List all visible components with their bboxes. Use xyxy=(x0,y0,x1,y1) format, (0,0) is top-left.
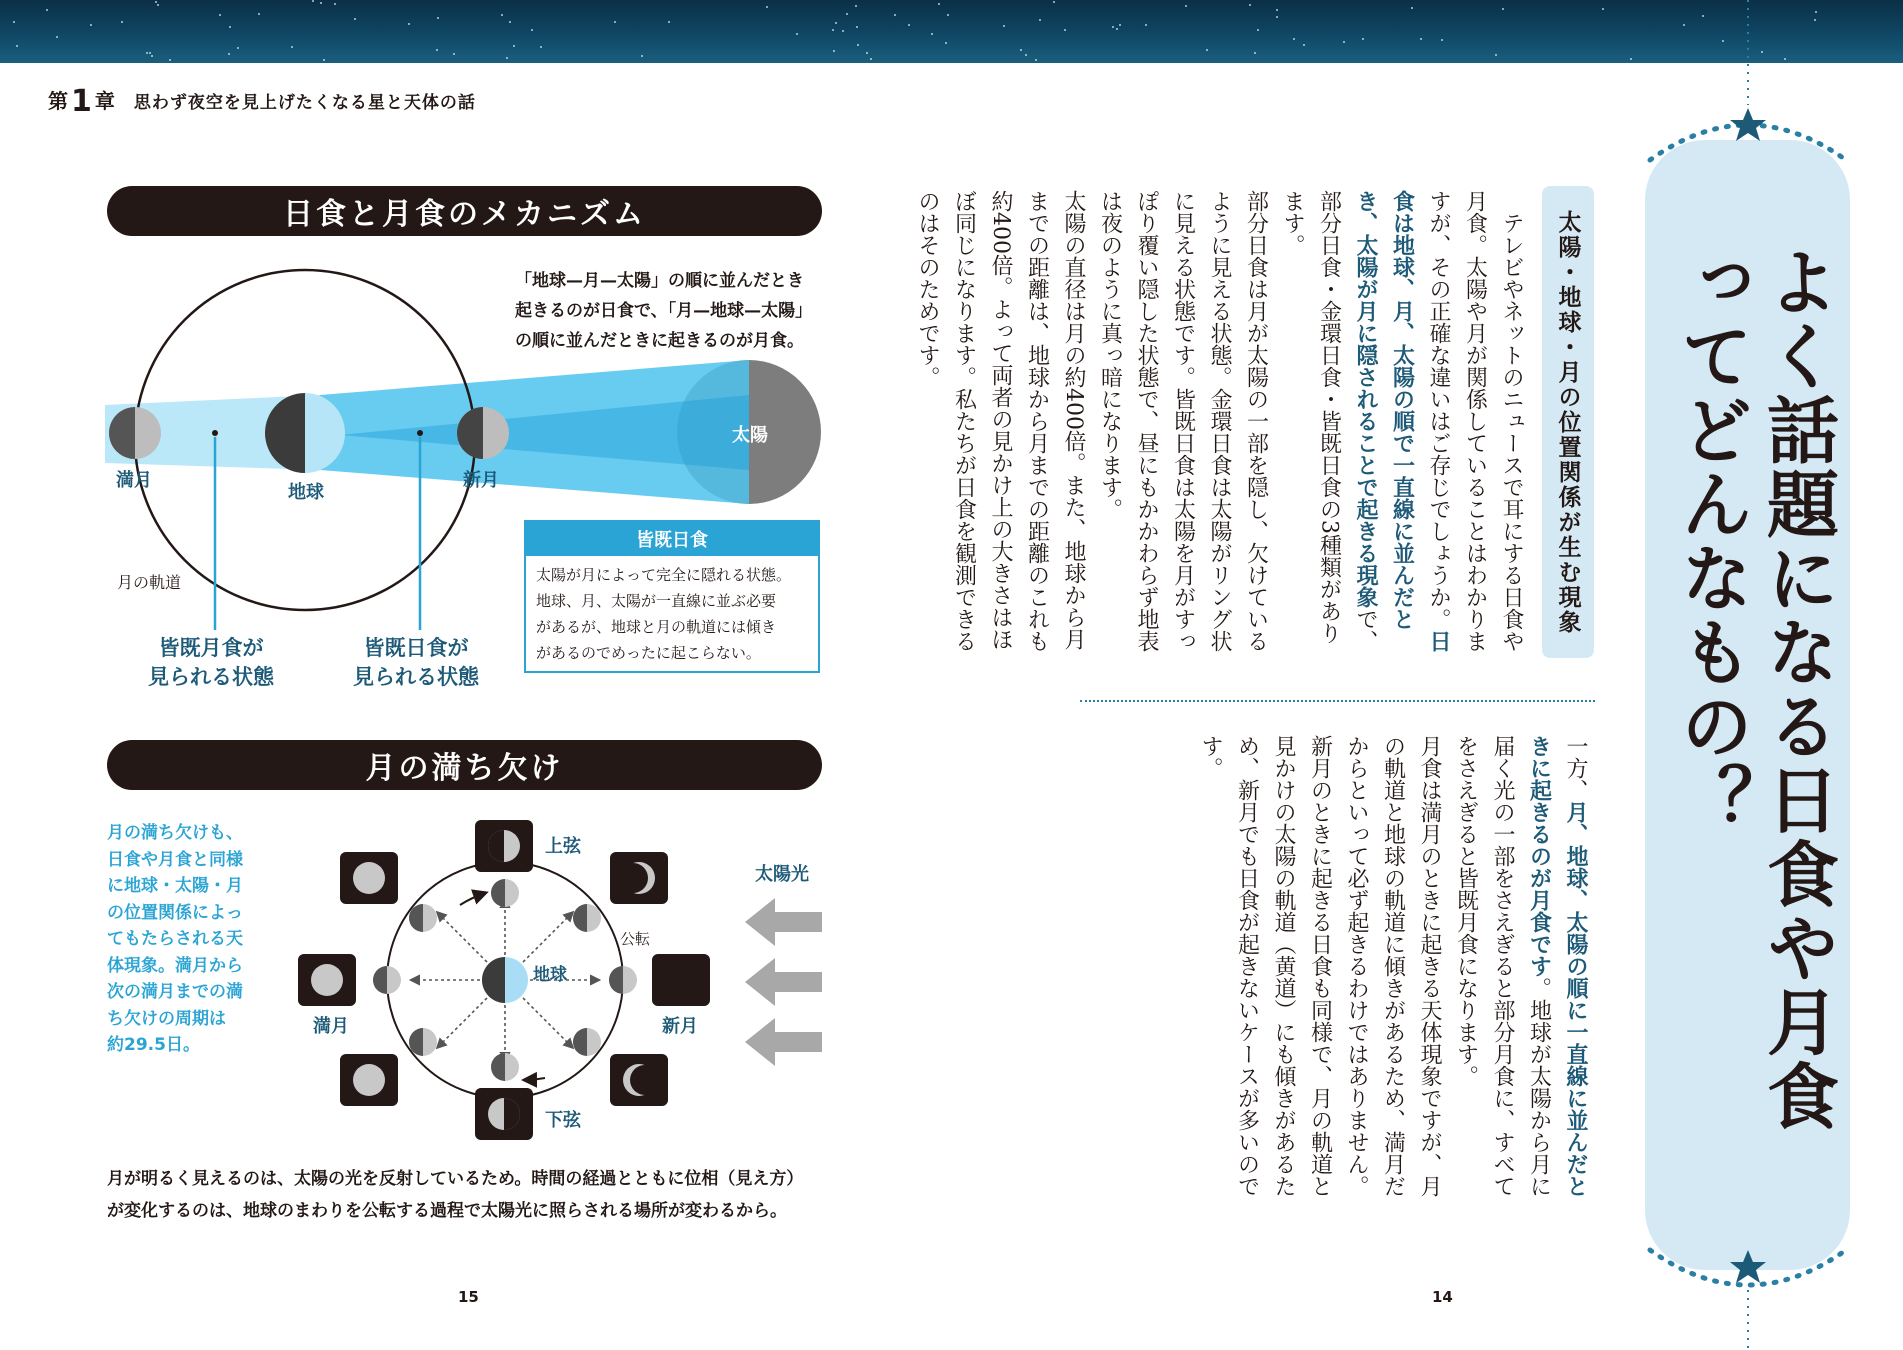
label-sun: 太陽 xyxy=(732,425,768,446)
eclipse-note-line: 「地球—月—太陽」の順に並んだとき xyxy=(515,271,804,291)
label-sunlight: 太陽光 xyxy=(755,864,809,885)
chapter-number: 1 xyxy=(71,84,93,119)
label-last-quarter: 下弦 xyxy=(545,1110,581,1131)
subheading: 太陽・地球・月の位置関係が生む現象 xyxy=(1542,186,1594,658)
label-full-moon: 満月 xyxy=(116,470,152,491)
note-line: 次の満月までの満 xyxy=(107,982,243,1002)
para1-highlight: 日食は地球、月、太陽の順で一直線に並んだとき、太陽が月に隠されることで起きる現象 xyxy=(1353,190,1451,652)
info-line: があるのでめったに起こらない。 xyxy=(536,644,761,662)
info-line: があるが、地球と月の軌道には傾き xyxy=(536,618,777,636)
info-line: 地球、月、太陽が一直線に並ぶ必要 xyxy=(536,592,777,610)
caption-line: 見られる状態 xyxy=(148,665,274,689)
page-number-left: 15 xyxy=(458,1288,479,1306)
caption-line: が変化するのは、地球のまわりを公転する過程で太陽光に照らされる場所が変わるから。 xyxy=(107,1201,787,1221)
section-divider xyxy=(1080,700,1595,702)
info-line: 太陽が月によって完全に隠れる状態。 xyxy=(536,566,792,584)
chapter-title: 思わず夜空を見上げたくなる星と天体の話 xyxy=(133,93,476,113)
para4-part1: 一方、 xyxy=(1563,735,1588,801)
label-moon-orbit: 月の軌道 xyxy=(117,573,182,592)
note-line: てもたらされる天 xyxy=(107,929,243,949)
para1-part1: テレビやネットのニュースで耳にする日食や月食。太陽や月が関係していることはわかりますが、その正確な違いはご存じでしょうか。 xyxy=(1426,190,1524,652)
label-revolution: 公転 xyxy=(620,930,651,948)
note-line: ち欠けの周期は xyxy=(107,1008,226,1029)
chapter-suffix: 章 xyxy=(94,89,116,113)
caption-line: 月が明るく見えるのは、太陽の光を反射しているため。時間の経過とともに位相（見え方） xyxy=(107,1169,804,1189)
note-line: に地球・太陽・月 xyxy=(107,876,243,896)
page-number-right: 14 xyxy=(1432,1288,1453,1306)
body-text-lower xyxy=(1073,735,1593,1197)
para1-part3: で、部分日食・金環日食・皆既日食の3種類があります。 xyxy=(1280,190,1378,652)
page-main-title: よく話題になる日食や月食ってどんなもの？ xyxy=(1669,245,1839,1133)
note-line: 月の満ち欠けも、 xyxy=(107,823,243,843)
para4-highlight: 月、地球、太陽の順に一直線に並んだときに起きるのが月食です xyxy=(1526,735,1588,1197)
note-line: 日食や月食と同様 xyxy=(107,849,243,870)
caption-line: 皆既月食が xyxy=(158,636,264,660)
body-text-upper xyxy=(915,190,1529,662)
label-earth: 地球 xyxy=(288,482,324,503)
label-phase-earth: 地球 xyxy=(533,965,567,985)
section-title-moon-phases: 月の満ち欠け xyxy=(107,740,822,790)
note-line: 体現象。満月から xyxy=(107,955,243,976)
para5: 月食は満月のときに起きる天体現象ですが、月の軌道と地球の軌道に傾きがあるため、満月だからといって必ず起きるわけではありません。新月のときに起きる日食も同様で、月の軌道と見かけの太陽の軌道（黄道）にも傾きがあるため、新月でも日食が起きないケースが多いのです。 xyxy=(1198,735,1442,1197)
chapter-prefix: 第 xyxy=(48,89,69,113)
para3: 太陽の直径は月の約400倍。また、地球から月までの距離は、地球から月までの距離のこれも約400倍。よって両者の見かけ上の大きさはほぼ同じになります。私たちが日食を観測できるのはそのためです。 xyxy=(915,190,1086,652)
caption-line: 見られる状態 xyxy=(353,665,479,689)
label-phase-new-moon: 新月 xyxy=(662,1016,698,1037)
caption-line: 皆既日食が xyxy=(363,636,469,660)
eclipse-note-line: の順に並んだときに起きるのが月食。 xyxy=(515,331,804,351)
label-first-quarter: 上弦 xyxy=(545,836,581,857)
label-new-moon: 新月 xyxy=(463,470,499,491)
note-line: の位置関係によっ xyxy=(107,902,243,923)
eclipse-note-line: 起きるのが日食で、「月—地球—太陽」 xyxy=(515,301,813,321)
info-box-title: 皆既日食 xyxy=(526,522,818,556)
label-phase-full-moon: 満月 xyxy=(313,1016,349,1037)
note-line: 約29.5日。 xyxy=(107,1035,200,1055)
section-title-eclipse-mechanism: 日食と月食のメカニズム xyxy=(107,186,822,236)
para4-part3: 。地球が太陽から月に届く光の一部をさえぎると部分月食に、すべてをさえぎると皆既月食になります。 xyxy=(1453,735,1552,1197)
para2: 部分日食は月が太陽の一部を隠し、欠けているように見える状態。金環日食は太陽がリング状に見える状態です。皆既日食は太陽を月がすっぽり覆い隠した状態で、昼にもかかわらず地表は夜のように真っ暗になります。 xyxy=(1097,190,1269,652)
